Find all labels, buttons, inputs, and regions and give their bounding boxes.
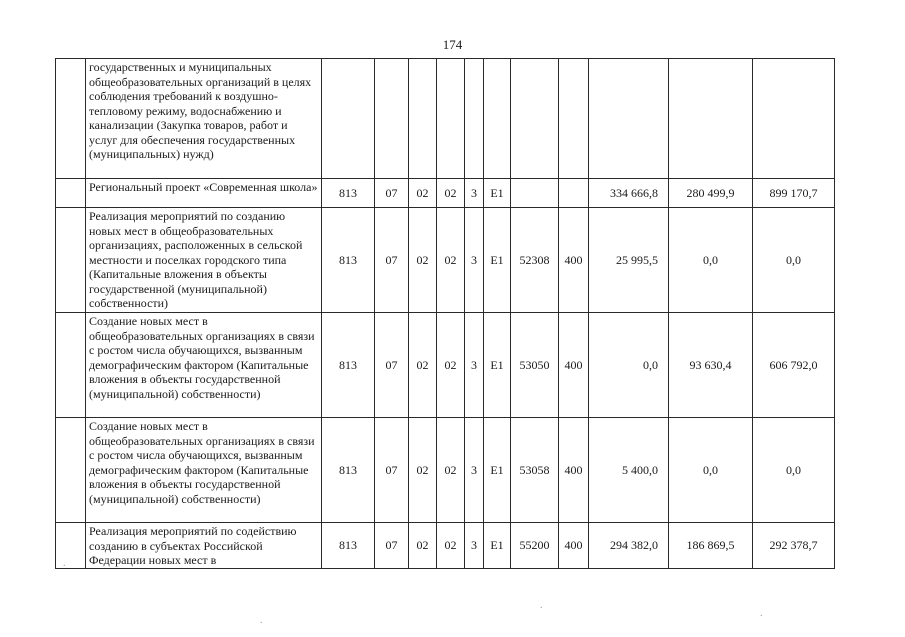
scan-speck: . — [760, 608, 763, 619]
scan-speck: . — [540, 600, 543, 611]
direction-cell — [511, 179, 559, 208]
project-cell: E1 — [484, 523, 511, 569]
page-number: 174 — [442, 37, 463, 52]
amount-3-cell: 606 792,0 — [753, 313, 835, 418]
program-cell: 02 — [437, 208, 465, 313]
table-row — [56, 313, 835, 418]
description-cell: Создание новых мест в общеобразовательных организациях в связи с ростом числа обучающихся, вызванным демографическим фактором (Капитальные вложения в объекты государственной (муниципальной) собственности) — [86, 418, 322, 523]
subsection-cell: 02 — [409, 179, 437, 208]
amount-2-cell: 186 869,5 — [669, 523, 753, 569]
section-cell: 07 — [375, 418, 409, 523]
table-row — [56, 523, 835, 569]
expense-type-cell: 400 — [559, 313, 589, 418]
amount-1-cell: 25 995,5 — [589, 208, 669, 313]
ministry-cell: 813 — [322, 313, 375, 418]
program-cell — [437, 59, 465, 179]
ministry-cell: 813 — [322, 208, 375, 313]
project-cell: E1 — [484, 418, 511, 523]
scan-speck: . — [63, 558, 66, 569]
section-cell: 07 — [375, 208, 409, 313]
direction-cell: 53050 — [511, 313, 559, 418]
amount-2-cell — [669, 59, 753, 179]
amount-2-cell: 280 499,9 — [669, 179, 753, 208]
description-cell: Региональный проект «Современная школа» — [86, 179, 322, 208]
direction-cell: 55200 — [511, 523, 559, 569]
ministry-cell — [322, 59, 375, 179]
expense-type-cell: 400 — [559, 523, 589, 569]
subsection-cell — [409, 59, 437, 179]
scan-speck: . — [260, 615, 263, 626]
amount-3-cell: 899 170,7 — [753, 179, 835, 208]
amount-1-cell: 334 666,8 — [589, 179, 669, 208]
amount-1-cell: 0,0 — [589, 313, 669, 418]
subprogram-cell: 3 — [465, 208, 484, 313]
amount-2-cell: 0,0 — [669, 208, 753, 313]
section-cell: 07 — [375, 523, 409, 569]
amount-1-cell: 294 382,0 — [589, 523, 669, 569]
ministry-cell: 813 — [322, 418, 375, 523]
table-row — [56, 179, 835, 208]
expense-type-cell — [559, 59, 589, 179]
direction-cell: 52308 — [511, 208, 559, 313]
subprogram-cell: 3 — [465, 179, 484, 208]
index-cell — [56, 59, 86, 179]
index-cell — [56, 179, 86, 208]
amount-3-cell — [753, 59, 835, 179]
amount-3-cell: 0,0 — [753, 208, 835, 313]
subprogram-cell: 3 — [465, 418, 484, 523]
index-cell — [56, 523, 86, 569]
program-cell: 02 — [437, 418, 465, 523]
subsection-cell: 02 — [409, 523, 437, 569]
section-cell — [375, 59, 409, 179]
project-cell: E1 — [484, 179, 511, 208]
table-row — [56, 208, 835, 313]
direction-cell — [511, 59, 559, 179]
description-cell: Реализация мероприятий по содействию созданию в субъектах Российской Федерации новых мест в — [86, 523, 322, 569]
table-row — [56, 418, 835, 523]
amount-2-cell: 93 630,4 — [669, 313, 753, 418]
direction-cell: 53058 — [511, 418, 559, 523]
subsection-cell: 02 — [409, 418, 437, 523]
description-cell: Создание новых мест в общеобразовательных организациях в связи с ростом числа обучающихся, вызванным демографическим фактором (Капитальные вложения в объекты государственной (муниципальной) собственности) — [86, 313, 322, 418]
amount-1-cell — [589, 59, 669, 179]
ministry-cell: 813 — [322, 179, 375, 208]
amount-1-cell: 5 400,0 — [589, 418, 669, 523]
description-cell: Реализация мероприятий по созданию новых мест в общеобразовательных организациях, расположенных в сельской местности и поселках городского типа (Капитальные вложения в объекты государственной (муниципальной) собственности) — [86, 208, 322, 313]
project-cell: E1 — [484, 313, 511, 418]
index-cell — [56, 313, 86, 418]
subprogram-cell — [465, 59, 484, 179]
subprogram-cell: 3 — [465, 313, 484, 418]
expense-type-cell — [559, 179, 589, 208]
section-cell: 07 — [375, 179, 409, 208]
amount-3-cell: 0,0 — [753, 418, 835, 523]
index-cell — [56, 208, 86, 313]
ministry-cell: 813 — [322, 523, 375, 569]
project-cell: E1 — [484, 208, 511, 313]
section-cell: 07 — [375, 313, 409, 418]
program-cell: 02 — [437, 179, 465, 208]
project-cell — [484, 59, 511, 179]
amount-3-cell: 292 378,7 — [753, 523, 835, 569]
table-row — [56, 59, 835, 179]
budget-table — [55, 58, 835, 569]
program-cell: 02 — [437, 523, 465, 569]
index-cell — [56, 418, 86, 523]
subsection-cell: 02 — [409, 208, 437, 313]
subsection-cell: 02 — [409, 313, 437, 418]
program-cell: 02 — [437, 313, 465, 418]
amount-2-cell: 0,0 — [669, 418, 753, 523]
expense-type-cell: 400 — [559, 208, 589, 313]
description-cell: государственных и муниципальных общеобразовательных организаций в целях соблюдения требований к воздушно-тепловому режиму, водоснабжению и канализации (Закупка товаров, работ и услуг для обеспечения государственных (муниципальных) нужд) — [86, 59, 322, 179]
expense-type-cell: 400 — [559, 418, 589, 523]
subprogram-cell: 3 — [465, 523, 484, 569]
